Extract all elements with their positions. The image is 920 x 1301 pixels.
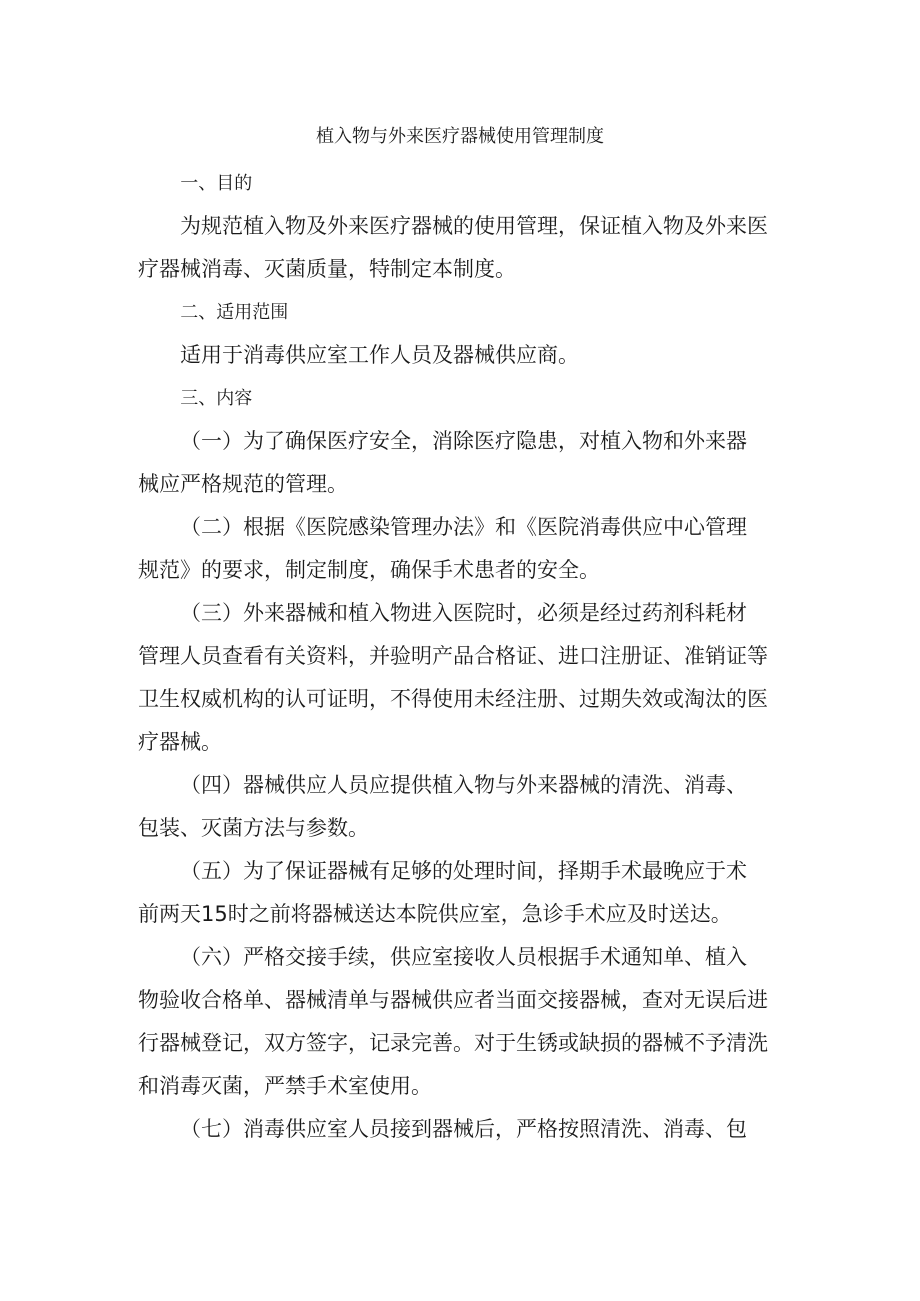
paragraph-line: （一）为了确保医疗安全，消除医疗隐患，对植入物和外来器: [180, 429, 747, 453]
paragraph-line: 行器械登记，双方签字，记录完善。对于生锈或缺损的器械不予清洗: [138, 1031, 768, 1055]
document-body: [138, 162, 786, 1151]
paragraph-line: 适用于消毒供应室工作人员及器械供应商。: [180, 343, 579, 367]
paragraph-line: 械应严格规范的管理。: [138, 472, 348, 496]
document-title: 植入物与外来医疗器械使用管理制度: [316, 126, 604, 147]
body-paragraph: [138, 334, 786, 377]
paragraph-line: 前两天15时之前将器械送达本院供应室，急诊手术应及时送达。: [138, 902, 732, 926]
paragraph-line: （七）消毒供应室人员接到器械后，严格按照清洗、消毒、包: [180, 1117, 747, 1141]
paragraph-line: （四）器械供应人员应提供植入物与外来器械的清洗、消毒、: [180, 773, 747, 797]
paragraph-line: 包装、灭菌方法与参数。: [138, 816, 369, 840]
body-paragraph: [138, 1108, 786, 1151]
section-heading: 二、适用范围: [180, 302, 289, 323]
paragraph-line: 物验收合格单、器械清单与器械供应者当面交接器械，查对无误后进: [138, 988, 768, 1012]
paragraph-line: 疗器械。: [138, 730, 222, 754]
paragraph-line: 为规范植入物及外来医疗器械的使用管理，保证植入物及外来医: [180, 214, 768, 238]
paragraph-line: （二）根据《医院感染管理办法》和《医院消毒供应中心管理: [180, 515, 747, 539]
body-paragraph: [138, 850, 786, 936]
body-paragraph: [138, 205, 786, 291]
paragraph-line: 和消毒灭菌，严禁手术室使用。: [138, 1074, 432, 1098]
paragraph-line: 管理人员查看有关资料，并验明产品合格证、进口注册证、准销证等: [138, 644, 768, 668]
body-paragraph: [138, 506, 786, 592]
body-paragraph: [138, 420, 786, 506]
paragraph-line: （五）为了保证器械有足够的处理时间，择期手术最晚应于术: [180, 859, 747, 883]
paragraph-line: （六）严格交接手续，供应室接收人员根据手术通知单、植入: [180, 945, 747, 969]
paragraph-line: 疗器械消毒、灭菌质量，特制定本制度。: [138, 257, 516, 281]
paragraph-line: 卫生权威机构的认可证明，不得使用未经注册、过期失效或淘汰的医: [138, 687, 768, 711]
body-paragraph: [138, 764, 786, 850]
section-heading: 一、目的: [180, 173, 253, 194]
section-heading: 三、内容: [180, 388, 253, 409]
body-paragraph: [138, 936, 786, 1108]
paragraph-line: （三）外来器械和植入物进入医院时，必须是经过药剂科耗材: [180, 601, 747, 625]
body-paragraph: [138, 592, 786, 764]
paragraph-line: 规范》的要求，制定制度，确保手术患者的安全。: [138, 558, 600, 582]
